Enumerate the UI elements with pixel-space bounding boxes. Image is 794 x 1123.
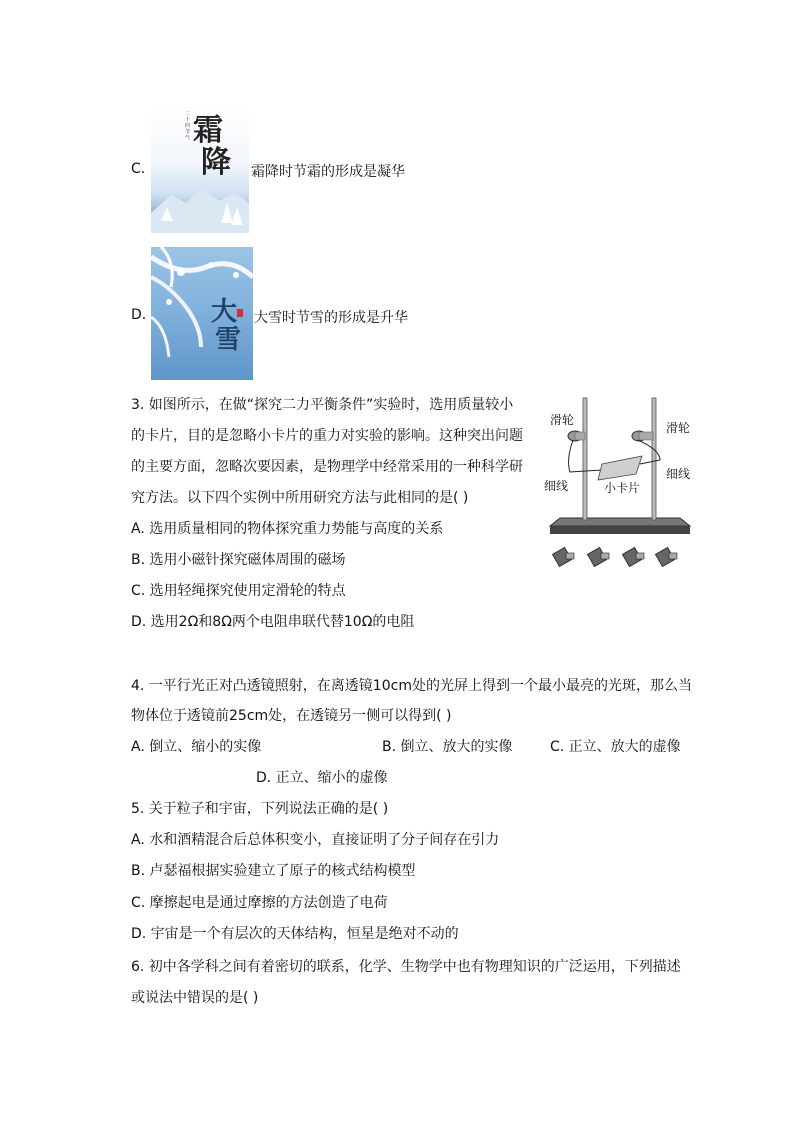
label-string-left: 细线: [544, 479, 569, 493]
snow-poster-image: [151, 247, 253, 380]
label-card: 小卡片: [604, 481, 641, 495]
q3-option-c: C. 选用轻绳探究使用定滑轮的特点: [131, 583, 346, 599]
frost-poster-title-1: 霜: [193, 113, 223, 148]
frost-poster-side-text: 二十四节气: [185, 111, 191, 141]
q4-stem-line-1: 4. 一平行光正对凸透镜照射，在离透镜10cm处的光屏上得到一个最小最亮的光斑，那么当: [131, 678, 692, 694]
q3-option-b: B. 选用小磁针探究磁体周围的磁场: [131, 552, 346, 568]
option-d-text: 大雪时节雪的形成是升华: [254, 310, 408, 326]
frost-poster-title-2: 降: [201, 145, 231, 180]
label-string-right: 细线: [666, 467, 691, 481]
q4-option-c: C. 正立、放大的虚像: [550, 739, 681, 755]
q6-stem-line-1: 6. 初中各学科之间有着密切的联系，化学、生物学中也有物理知识的广泛运用，下列描述: [131, 959, 681, 975]
q6-stem-line-2: 或说法中错误的是( ): [131, 990, 259, 1006]
q5-stem: 5. 关于粒子和宇宙，下列说法正确的是( ): [131, 801, 389, 817]
q5-option-b: B. 卢瑟福根据实验建立了原子的核式结构模型: [131, 863, 416, 879]
option-d-label: D.: [131, 307, 147, 323]
q4-option-b: B. 倒立、放大的实像: [382, 739, 513, 755]
snow-poster-title-1: 大: [211, 297, 238, 327]
q4-stem-line-2: 物体位于透镜前25cm处，在透镜另一侧可以得到( ): [131, 708, 452, 724]
option-c-label: C.: [131, 161, 146, 177]
q5-option-c: C. 摩擦起电是通过摩擦的方法创造了电荷: [131, 895, 388, 911]
q3-stem-line-1: 3. 如图所示，在做“探究二力平衡条件”实验时，选用质量较小: [131, 397, 514, 413]
q5-option-a: A. 水和酒精混合后总体积变小，直接证明了分子间存在引力: [131, 832, 500, 848]
option-c-text: 霜降时节霜的形成是凝华: [251, 164, 405, 180]
q4-option-a: A. 倒立、缩小的实像: [131, 739, 262, 755]
frost-poster-image: [151, 103, 249, 233]
label-pulley-left: 滑轮: [550, 413, 575, 427]
q4-option-d: D. 正立、缩小的虚像: [256, 770, 388, 786]
label-pulley-right: 滑轮: [666, 421, 691, 435]
q5-option-d: D. 宇宙是一个有层次的天体结构，恒星是绝对不动的: [131, 926, 459, 942]
q3-option-a: A. 选用质量相同的物体探究重力势能与高度的关系: [131, 521, 444, 537]
q3-stem-line-4: 究方法。以下四个实例中所用研究方法与此相同的是( ): [131, 490, 469, 506]
q3-stem-line-2: 的卡片，目的是忽略小卡片的重力对实验的影响。这种突出问题: [131, 428, 523, 444]
snow-poster-title-2: 雪: [215, 325, 242, 355]
q3-option-d: D. 选用2Ω和8Ω两个电阻串联代替10Ω的电阻: [131, 614, 415, 630]
q3-stem-line-3: 的主要方面，忽略次要因素，是物理学中经常采用的一种科学研: [131, 459, 523, 475]
balance-apparatus-figure: [540, 390, 700, 580]
